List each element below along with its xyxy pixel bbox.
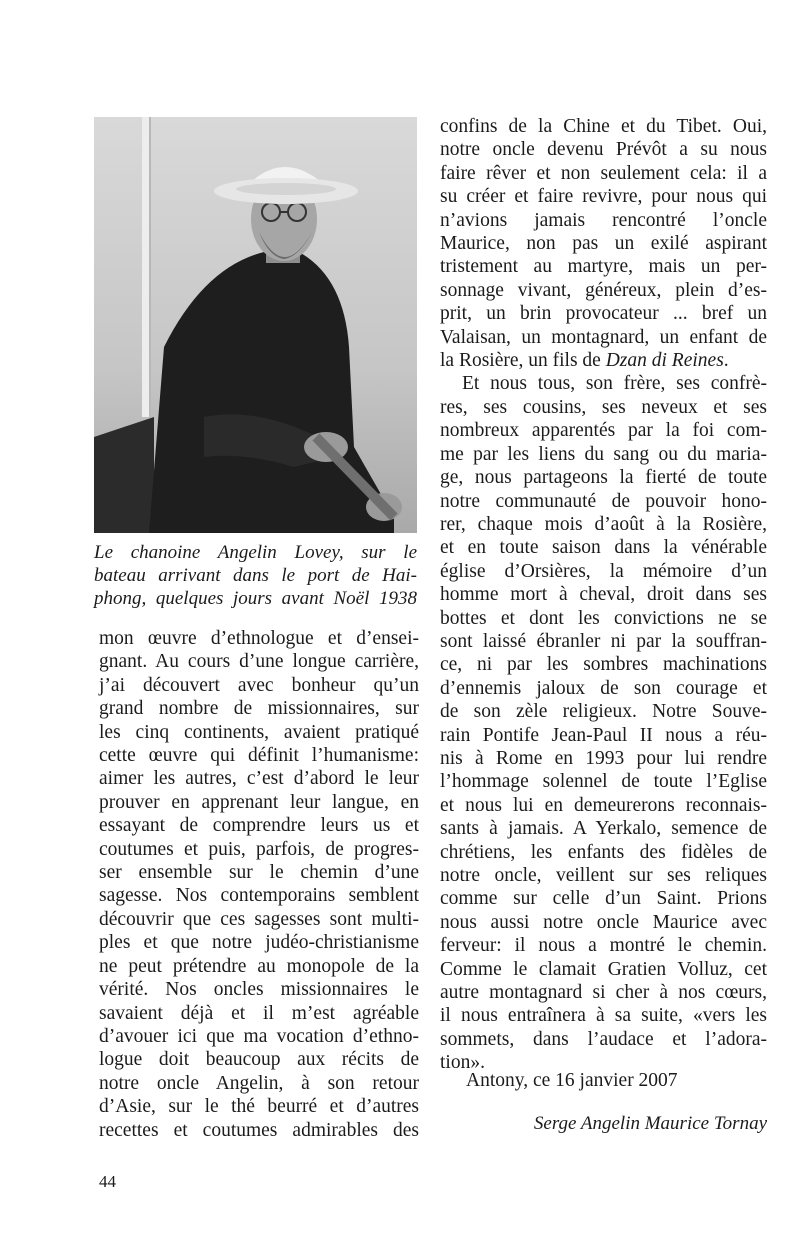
text-line: sants à jamais. A Yerkalo, semence de: [440, 818, 767, 840]
date-line: Antony, ce 16 janvier 2007: [466, 1070, 678, 1091]
text-line: et en toute saison dans la vénérable: [440, 537, 767, 559]
text-line: sommets, dans l’audace et l’adora-: [440, 1028, 767, 1050]
caption-line: Le chanoine Angelin Lovey, sur le: [94, 542, 417, 563]
page-number: 44: [99, 1172, 116, 1191]
text-line: prouver en apprenant leur langue, en: [99, 791, 419, 813]
text-line: l’hommage solennel de toute l’Eglise: [440, 771, 767, 793]
photo-man-pith-helmet-icon: [94, 117, 417, 533]
text-line: nombreux apparentés par la foi com-: [440, 420, 767, 442]
text-line: tion».: [440, 1052, 485, 1074]
text-line: d’ennemis jaloux de son courage et: [440, 677, 767, 699]
photo-caption: [94, 541, 417, 610]
text-line: faire rêver et non seulement cela: il a: [440, 162, 767, 184]
right-text-column: [440, 115, 767, 1075]
text-line: découvrir que ces sagesses sont multi-: [99, 908, 419, 930]
author-signature: Serge Angelin Maurice Tornay: [533, 1113, 767, 1134]
text-line: comme sur celle d’un Saint. Prions: [440, 888, 767, 910]
text-line: tristement au martyre, mais un per-: [440, 256, 767, 278]
text-line: recettes et coutumes admirables des: [99, 1119, 419, 1141]
text-line: homme mort à cheval, droit dans ses: [440, 584, 767, 606]
text-line: sont laissé ébranler ni par la souffran-: [440, 630, 767, 652]
text-line: prit, un brin provocateur ... bref un: [440, 303, 767, 325]
text-line: savaient déjà et il m’est agréable: [99, 1002, 419, 1024]
text-line: ples et que notre judéo-christianisme: [99, 932, 419, 954]
text-fragment: la Rosière, un fils de: [440, 350, 606, 372]
text-line: sagesse. Nos contemporains semblent: [99, 885, 419, 907]
text-line: me par les liens du sang ou du maria-: [440, 443, 767, 465]
text-line: et nous lui en demeurerons reconnais-: [440, 794, 767, 816]
text-line: logue doit beaucoup aux récits de: [99, 1049, 419, 1071]
text-line: d’Asie, sur le thé beurré et d’autres: [99, 1096, 419, 1118]
text-line: chrétiens, les enfants des fidèles de: [440, 841, 767, 863]
text-line: nous aussi notre oncle Maurice avec: [440, 911, 767, 933]
text-line: ferveur: il nous a montré le chemin.: [440, 935, 767, 957]
text-line: confins de la Chine et du Tibet. Oui,: [440, 116, 767, 137]
text-line: les cinq continents, avaient pratiqué: [99, 721, 419, 743]
text-line-last: [440, 349, 767, 372]
caption-line: phong, quelques jours avant Noël 1938: [94, 588, 417, 609]
text-line: grand nombre de missionnaires, sur: [99, 698, 419, 720]
text-line: notre oncle Angelin, à son retour: [99, 1072, 419, 1094]
left-text-column: [99, 627, 419, 1142]
text-line: Valaisan, un montagnard, un enfant de: [440, 326, 767, 348]
text-line: autre montagnard si cher à nos cœurs,: [440, 982, 767, 1004]
text-line: aimer les autres, c’est d’abord le leur: [99, 768, 419, 790]
photo-canon-angelin-lovey: [94, 117, 417, 533]
text-line: ge, nous partageons la fierté de toute: [440, 467, 767, 489]
text-line: n’avions jamais rencontré l’oncle: [440, 209, 767, 231]
text-line: res, ses cousins, ses neveux et ses: [440, 396, 767, 418]
text-line: de son zèle religieux. Notre Souve-: [440, 701, 767, 723]
text-line: ne peut prétendre au monopole de la: [99, 955, 419, 977]
text-line: cette œuvre qui définit l’humanisme:: [99, 745, 419, 767]
caption-line: bateau arrivant dans le port de Hai-: [94, 565, 417, 586]
text-line: ser ensemble sur le chemin d’une: [99, 862, 419, 884]
text-line: su créer et faire revivre, pour nous qui: [440, 186, 767, 208]
italic-title: Dzan di Reines: [605, 350, 724, 372]
text-line: notre oncle, veillent sur ses reliques: [440, 865, 767, 886]
text-line: Comme le clamait Gratien Volluz, cet: [440, 958, 767, 980]
text-line: rer, chaque mois d’août à la Rosière,: [440, 513, 767, 535]
text-line: j’ai découvert avec bonheur qu’un: [99, 674, 419, 696]
text-line: rain Pontife Jean-Paul II nous a réu-: [440, 724, 767, 746]
text-fragment: .: [723, 350, 729, 372]
text-line: coutumes et puis, parfois, de progres-: [99, 838, 419, 860]
text-line: bottes et dont les convictions ne se: [440, 607, 767, 629]
text-line: Et nous tous, son frère, ses confrè-: [462, 373, 767, 395]
text-line: église d’Orsières, la mémoire d’un: [440, 560, 767, 582]
text-line: essayant de comprendre leurs us et: [99, 815, 419, 837]
text-line: gnant. Au cours d’une longue carrière,: [99, 651, 419, 673]
text-line: d’avouer ici que ma vocation d’ethno-: [99, 1025, 419, 1047]
text-line: Maurice, non pas un exilé aspirant: [440, 233, 767, 255]
text-line: ce, ni par les sombres machinations: [440, 654, 767, 676]
text-line: notre oncle devenu Prévôt a su nous: [440, 139, 767, 161]
text-line: nis à Rome en 1993 pour lui rendre: [440, 747, 767, 769]
text-line: mon œuvre d’ethnologue et d’ensei-: [99, 628, 419, 649]
text-line: sonnage vivant, généreux, plein d’es-: [440, 279, 767, 301]
text-line: il nous entraînera à sa suite, «vers les: [440, 1005, 767, 1027]
text-line: vérité. Nos oncles missionnaires le: [99, 979, 419, 1001]
text-line: notre communauté de pouvoir hono-: [440, 490, 767, 512]
